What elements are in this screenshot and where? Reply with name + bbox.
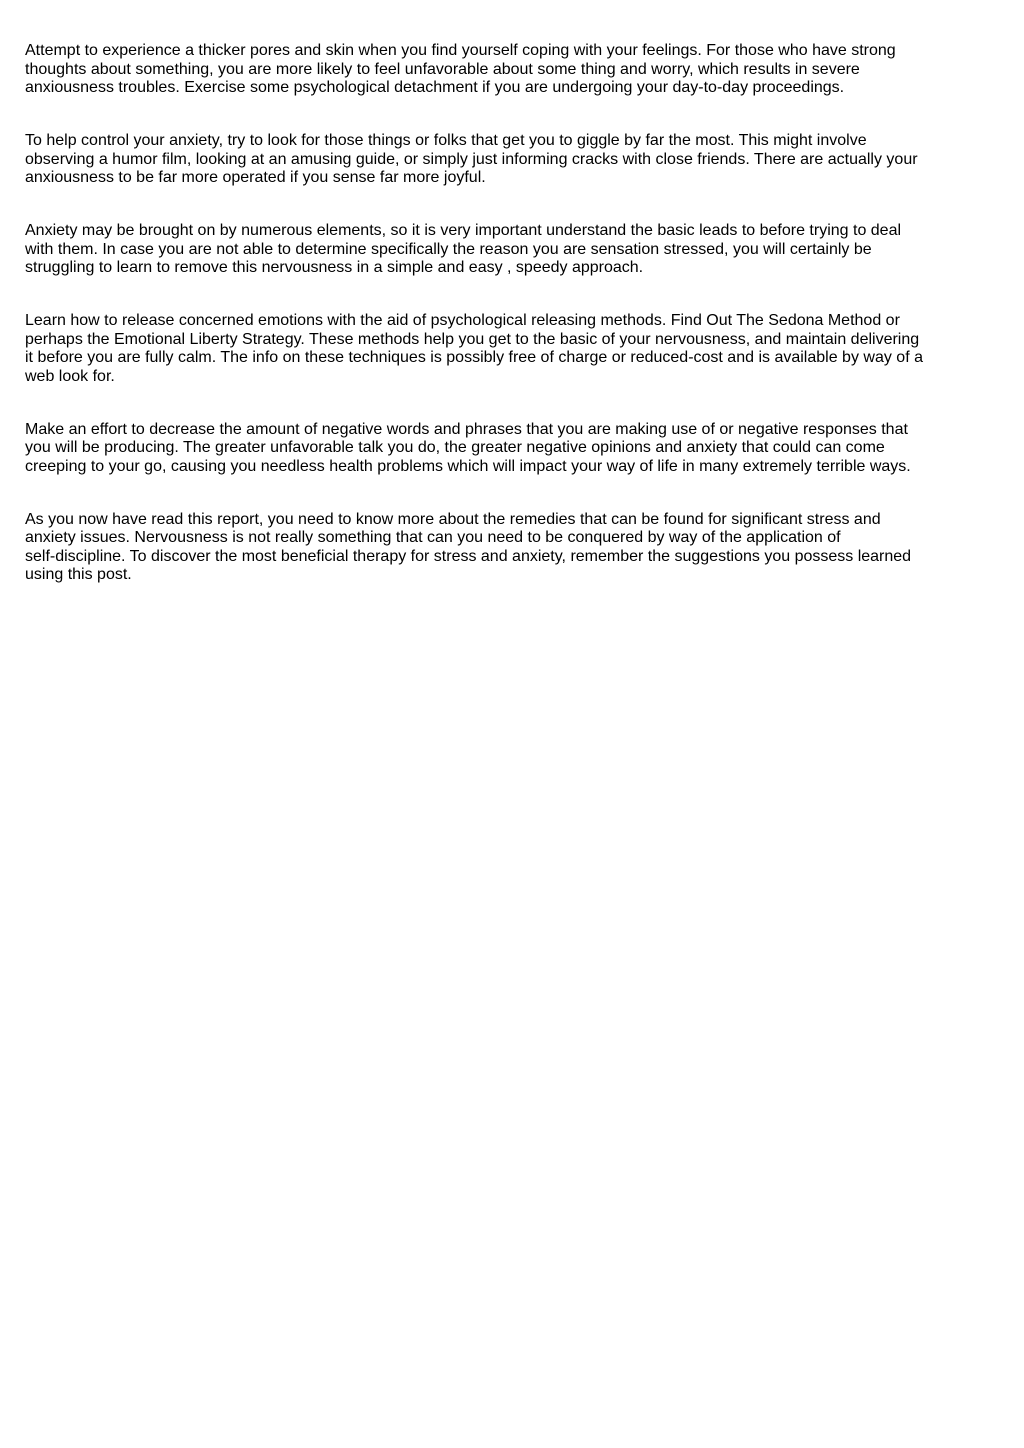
paragraph-spacer: [25, 278, 1000, 313]
paragraph-2: To help control your anxiety, try to look for those things or folks that get you to giggle by far the most. This might involve observing a humor film, looking at an amusing guide, or simply just informing cracks with close friends. There are actually your anxiousness to be far more operated if you sense far more joyful.: [25, 132, 918, 186]
paragraph-1: Attempt to experience a thicker pores and skin when you find yourself coping with your feelings. For those who have strong thoughts about something, you are more likely to feel unfavorable about some thing and worry, which results in severe anxiousness troubles. Exercise some psychological detachment if you are undergoing your day-to-day proceedings.: [25, 42, 896, 96]
paragraph-4: Learn how to release concerned emotions with the aid of psychological releasing methods. Find Out The Sedona Method or perhaps the Emotional Liberty Strategy. These methods help you get to the basic of your nervousness, and maintain delivering it before you are fully calm. The info on these techniques is possibly free of charge or reduced-cost and is available by way of a web look for.: [25, 312, 923, 385]
paragraph-spacer: [25, 386, 1000, 421]
document-page: [25, 42, 1000, 585]
paragraph-3: Anxiety may be brought on by numerous elements, so it is very important understand the basic leads to before trying to deal with them. In case you are not able to determine specifically the reason you are sensation stressed, you will certainly be struggling to learn to remove this nervousness in a simple and easy , speedy approach.: [25, 222, 902, 276]
paragraph-spacer: [25, 98, 1000, 133]
paragraph-spacer: [25, 188, 1000, 223]
paragraph-6: As you now have read this report, you need to know more about the remedies that can be found for significant stress and anxiety issues. Nervousness is not really something that can you need to be conquered by way of the application of self-discipline. To discover the most beneficial therapy for stress and anxiety, remember the suggestions you possess learned using this post.: [25, 510, 912, 583]
paragraph-spacer: [25, 476, 1000, 511]
paragraph-5: Make an effort to decrease the amount of negative words and phrases that you are making use of or negative responses that you will be producing. The greater unfavorable talk you do, the greater negative opinions and anxiety that could can come creeping to your go, causing you needless health problems which will impact your way of life in many extremely terrible ways.: [25, 420, 911, 475]
